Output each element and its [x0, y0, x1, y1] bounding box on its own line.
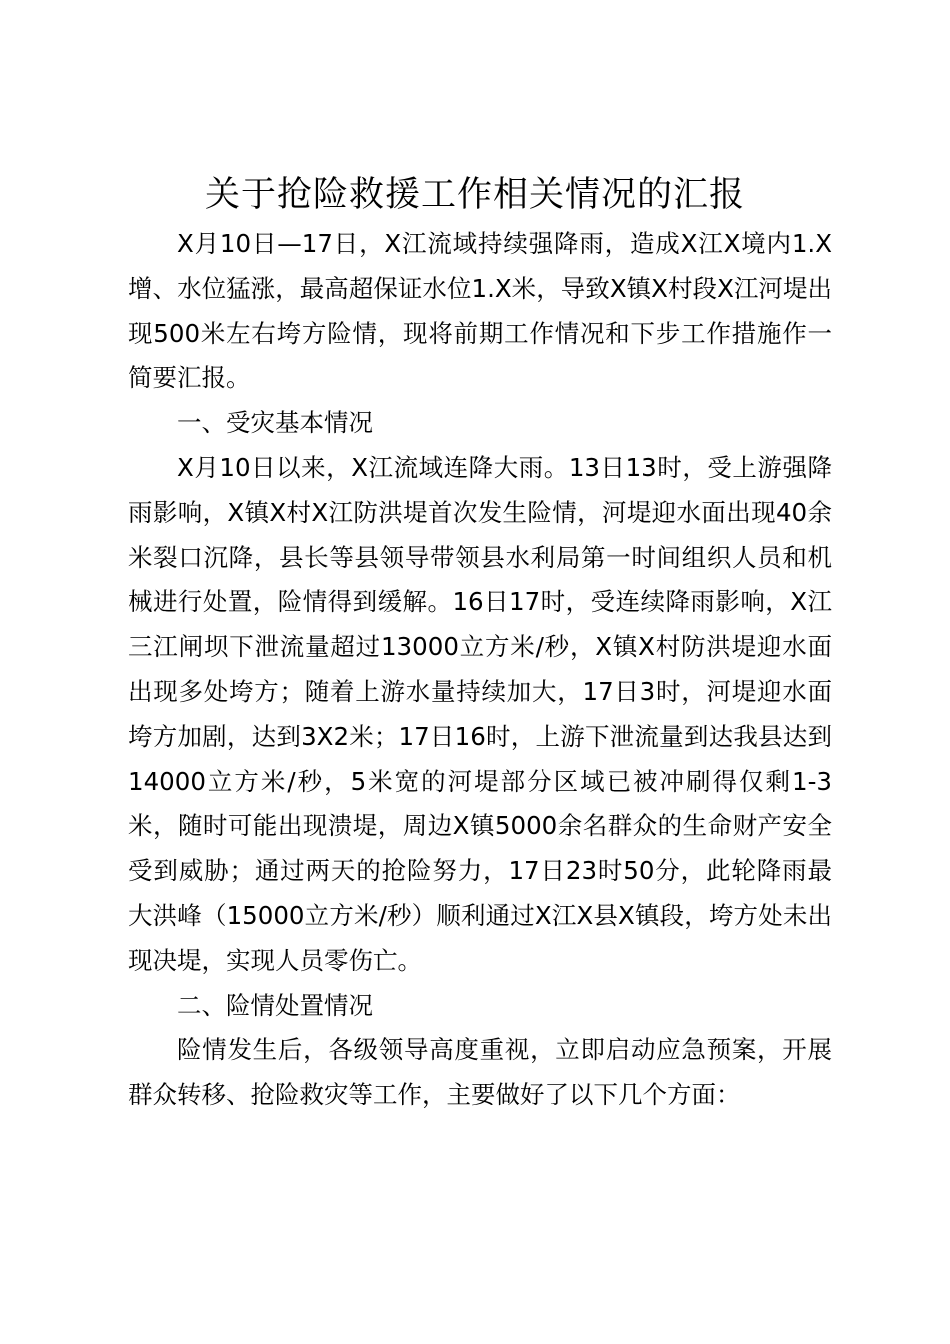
- section-heading-1: 一、受灾基本情况: [177, 408, 373, 438]
- section-heading-2: 二、险情处置情况: [177, 990, 373, 1020]
- document-title: 关于抢险救援工作相关情况的汇报: [204, 175, 745, 215]
- section-2-paragraph: 险情发生后，各级领导高度重视，立即启动应急预案，开展群众转移、抢险救灾等工作，主要做好了以下几个方面：: [128, 1035, 832, 1110]
- section-1-paragraph: X月10日以来，X江流域连降大雨。13日13时，受上游强降雨影响，X镇X村X江防洪堤首次发生险情，河堤迎水面出现40余米裂口沉降，县长等县领导带领县水利局第一时间组织人员和机械进行处置，险情得到缓解。16日17时，受连续降雨影响，X江三江闸坝下泄流量超过13000立方米/秒，X镇X村防洪堤迎水面出现多处垮方；随着上游水量持续加大，17日3时，河堤迎水面垮方加剧，达到3X2米；17日16时，上游下泄流量到达我县达到14000立方米/秒，5米宽的河堤部分区域已被冲刷得仅剩1-3米，随时可能出现溃堤，周边X镇5000余名群众的生命财产安全受到威胁；通过两天的抢险努力，17日23时50分，此轮降雨最大洪峰（15000立方米/秒）顺利通过X江X县X镇段，垮方处未出现决堤，实现人员零伤亡。: [128, 452, 832, 975]
- intro-paragraph: X月10日—17日，X江流域持续强降雨，造成X江X境内1.X增、水位猛涨，最高超保证水位1.X米，导致X镇X村段X江河堤出现500米左右垮方险情，现将前期工作情况和下步工作措施作一简要汇报。: [128, 229, 832, 393]
- document-body: [128, 222, 832, 1118]
